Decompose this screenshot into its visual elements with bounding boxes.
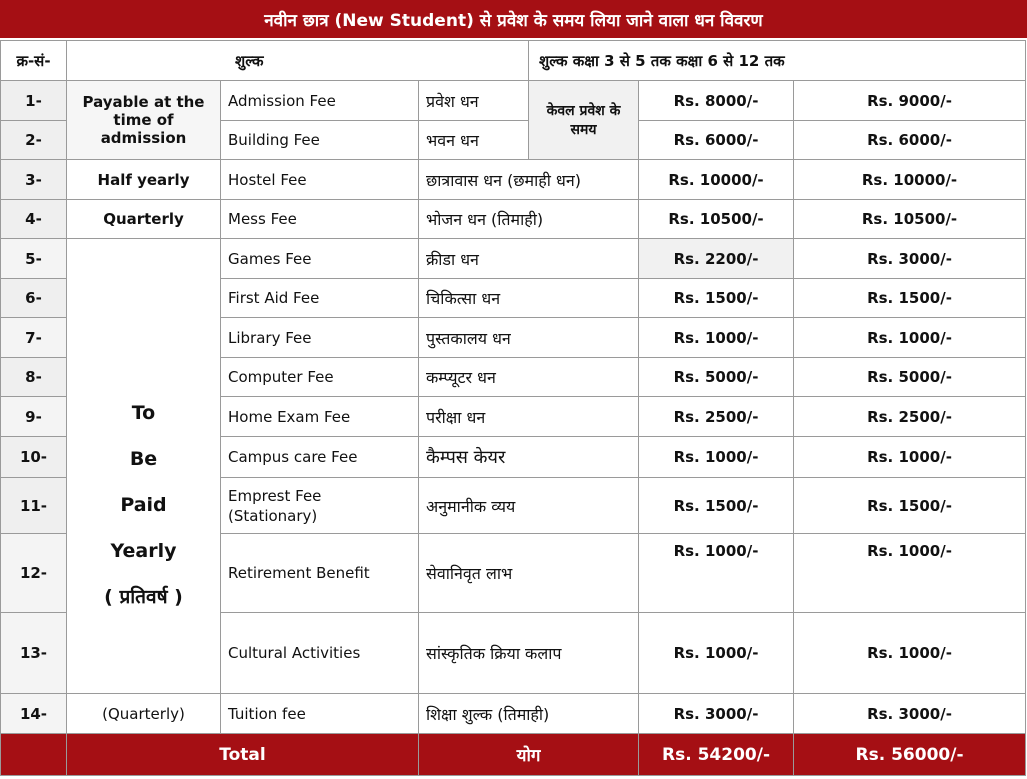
total-class-6-12: Rs. 56000/- bbox=[794, 734, 1026, 776]
row-fee-class-3-5: Rs. 8000/- bbox=[639, 81, 794, 121]
row-fee-en: Tuition fee bbox=[221, 694, 419, 734]
row-fee-class-3-5: Rs. 1500/- bbox=[639, 279, 794, 318]
row-fee-class-3-5: Rs. 5000/- bbox=[639, 358, 794, 397]
row-fee-class-6-12: Rs. 1000/- bbox=[794, 318, 1026, 358]
group-half-yearly: Half yearly bbox=[67, 160, 221, 200]
row-fee-hi: परीक्षा धन bbox=[419, 397, 639, 437]
row-fee-class-3-5: Rs. 1500/- bbox=[639, 478, 794, 534]
row-fee-hi: चिकित्सा धन bbox=[419, 279, 639, 318]
row-sn: 6- bbox=[1, 279, 67, 318]
group-admission-only: केवल प्रवेश के समय bbox=[529, 81, 639, 160]
row-fee-class-3-5: Rs. 1000/- bbox=[639, 613, 794, 694]
row-fee-hi: छात्रावास धन (छमाही धन) bbox=[419, 160, 639, 200]
row-sn: 11- bbox=[1, 478, 67, 534]
row-fee-class-3-5: Rs. 2500/- bbox=[639, 397, 794, 437]
row-fee-class-6-12: Rs. 3000/- bbox=[794, 239, 1026, 279]
group-yearly bbox=[67, 239, 221, 694]
total-class-3-5: Rs. 54200/- bbox=[639, 734, 794, 776]
row-sn: 7- bbox=[1, 318, 67, 358]
row-fee-hi: भोजन धन (तिमाही) bbox=[419, 200, 639, 239]
table-row bbox=[1, 239, 1026, 279]
row-sn: 12- bbox=[1, 534, 67, 613]
row-fee-hi: कैम्पस केयर bbox=[419, 437, 639, 478]
header-fee: शुल्क bbox=[67, 41, 529, 81]
row-fee-en: Hostel Fee bbox=[221, 160, 419, 200]
row-fee-hi: शिक्षा शुल्क (तिमाही) bbox=[419, 694, 639, 734]
header-sn: क्र-सं- bbox=[1, 41, 67, 81]
yearly-word: To bbox=[131, 402, 156, 424]
row-fee-class-3-5: Rs. 3000/- bbox=[639, 694, 794, 734]
row-sn: 14- bbox=[1, 694, 67, 734]
yearly-word: Yearly bbox=[110, 540, 177, 562]
table-header-row bbox=[1, 41, 1026, 81]
row-fee-hi: सेवानिवृत लाभ bbox=[419, 534, 639, 613]
row-fee-class-6-12: Rs. 3000/- bbox=[794, 694, 1026, 734]
row-sn: 3- bbox=[1, 160, 67, 200]
row-sn: 2- bbox=[1, 121, 67, 160]
group-admission: Payable at the time of admission bbox=[67, 81, 221, 160]
row-fee-class-6-12: Rs. 1000/- bbox=[794, 437, 1026, 478]
row-fee-hi: पुस्तकालय धन bbox=[419, 318, 639, 358]
row-fee-hi: अनुमानीक व्यय bbox=[419, 478, 639, 534]
row-sn: 5- bbox=[1, 239, 67, 279]
row-fee-class-6-12: Rs. 2500/- bbox=[794, 397, 1026, 437]
total-label-hi: योग bbox=[419, 734, 639, 776]
row-fee-class-6-12: Rs. 6000/- bbox=[794, 121, 1026, 160]
header-classes: शुल्क कक्षा 3 से 5 तक कक्षा 6 से 12 तक bbox=[529, 41, 1026, 81]
group-tuition-quarterly: (Quarterly) bbox=[67, 694, 221, 734]
row-fee-class-6-12: Rs. 10000/- bbox=[794, 160, 1026, 200]
row-fee-class-3-5: Rs. 2200/- bbox=[639, 239, 794, 279]
row-fee-class-6-12: Rs. 1000/- bbox=[794, 534, 1026, 613]
total-blank-cell bbox=[1, 734, 67, 776]
group-quarterly: Quarterly bbox=[67, 200, 221, 239]
row-sn: 8- bbox=[1, 358, 67, 397]
row-fee-class-3-5: Rs. 10000/- bbox=[639, 160, 794, 200]
row-fee-en: Home Exam Fee bbox=[221, 397, 419, 437]
row-fee-class-6-12: Rs. 1500/- bbox=[794, 279, 1026, 318]
row-fee-class-3-5: Rs. 1000/- bbox=[639, 318, 794, 358]
row-sn: 10- bbox=[1, 437, 67, 478]
table-row bbox=[1, 160, 1026, 200]
row-fee-en: Retirement Benefit bbox=[221, 534, 419, 613]
row-fee-class-6-12: Rs. 1000/- bbox=[794, 613, 1026, 694]
row-fee-class-6-12: Rs. 1500/- bbox=[794, 478, 1026, 534]
row-sn: 1- bbox=[1, 81, 67, 121]
row-fee-class-3-5: Rs. 1000/- bbox=[639, 534, 794, 613]
row-sn: 4- bbox=[1, 200, 67, 239]
table-row bbox=[1, 81, 1026, 121]
row-fee-class-6-12: Rs. 9000/- bbox=[794, 81, 1026, 121]
table-row bbox=[1, 200, 1026, 239]
row-sn: 13- bbox=[1, 613, 67, 694]
row-fee-en: First Aid Fee bbox=[221, 279, 419, 318]
row-fee-en: Library Fee bbox=[221, 318, 419, 358]
row-fee-en: Building Fee bbox=[221, 121, 419, 160]
yearly-word: Be bbox=[129, 448, 158, 470]
row-fee-en: Computer Fee bbox=[221, 358, 419, 397]
row-fee-en: Admission Fee bbox=[221, 81, 419, 121]
row-fee-hi: कम्प्यूटर धन bbox=[419, 358, 639, 397]
row-fee-hi: भवन धन bbox=[419, 121, 529, 160]
row-fee-class-3-5: Rs. 1000/- bbox=[639, 437, 794, 478]
row-fee-en: Campus care Fee bbox=[221, 437, 419, 478]
row-fee-en: Emprest Fee (Stationary) bbox=[221, 478, 419, 534]
total-row bbox=[1, 734, 1026, 776]
row-fee-class-3-5: Rs. 6000/- bbox=[639, 121, 794, 160]
row-fee-class-6-12: Rs. 5000/- bbox=[794, 358, 1026, 397]
row-fee-en: Cultural Activities bbox=[221, 613, 419, 694]
row-fee-hi: सांस्कृतिक क्रिया कलाप bbox=[419, 613, 639, 694]
row-fee-class-6-12: Rs. 10500/- bbox=[794, 200, 1026, 239]
fee-table bbox=[0, 40, 1026, 776]
row-fee-class-3-5: Rs. 10500/- bbox=[639, 200, 794, 239]
row-fee-en: Mess Fee bbox=[221, 200, 419, 239]
row-fee-en: Games Fee bbox=[221, 239, 419, 279]
total-label-en: Total bbox=[67, 734, 419, 776]
table-row bbox=[1, 694, 1026, 734]
yearly-word: Paid bbox=[120, 494, 167, 516]
page-title: नवीन छात्र (New Student) से प्रवेश के समय लिया जाने वाला धन विवरण bbox=[0, 0, 1027, 40]
row-fee-hi: क्रीडा धन bbox=[419, 239, 639, 279]
yearly-word: ( प्रतिवर्ष ) bbox=[104, 586, 183, 608]
row-fee-hi: प्रवेश धन bbox=[419, 81, 529, 121]
row-sn: 9- bbox=[1, 397, 67, 437]
